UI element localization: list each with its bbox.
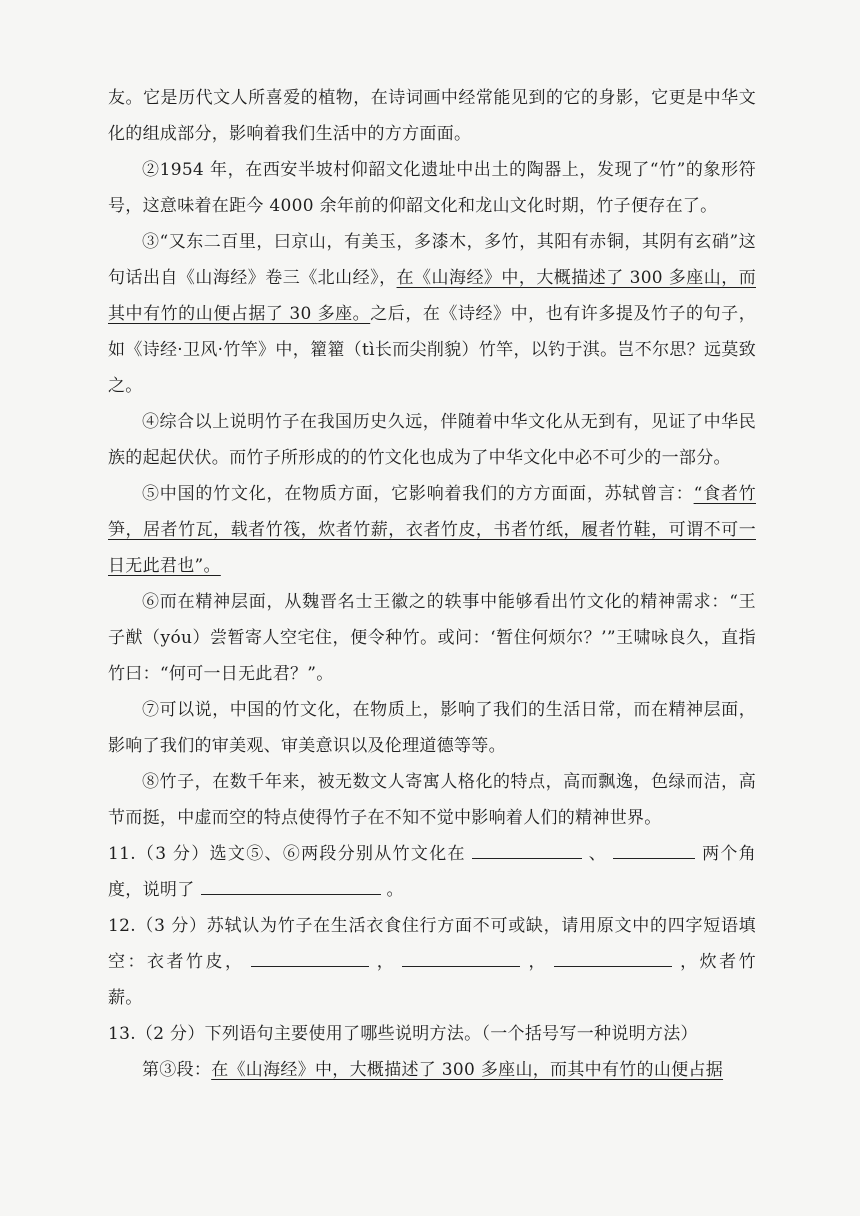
paragraph-3-text-a: ③“又东二百里，曰京山，有美玉，多漆木，多竹，其阳有赤铜，其阴有玄硝”这句话出自《山海经》卷三《北山经》， bbox=[108, 232, 756, 288]
answer-blank-12-3[interactable] bbox=[554, 948, 672, 967]
paragraph-3 bbox=[108, 224, 756, 404]
answer-blank-11-1[interactable] bbox=[472, 840, 582, 859]
paragraph-5-underlined-quote: “食者竹笋，居者竹瓦，载者竹筏，炊者竹薪，衣者竹皮，书者竹纸，履者竹鞋，可谓不可一日无此君也”。 bbox=[108, 484, 756, 576]
question-12-prompt: 12.（3 分）苏轼认为竹子在生活衣食住行方面不可或缺，请用原文中的四字短语填空：衣者竹皮， bbox=[108, 916, 756, 972]
question-13-item-3 bbox=[108, 1052, 756, 1088]
paragraph-3-underlined: 在《山海经》中，大概描述了 300 多座山，而其中有竹的山便占据了 30 多座。 bbox=[108, 268, 756, 324]
paragraph-3-text-b: 之后，在《诗经》中，也有许多提及竹子的句子，如《诗经·卫风·竹竿》中，籊籊（tì长而尖削貌）竹竿，以钓于淇。岂不尔思？远莫致之。 bbox=[108, 304, 756, 396]
question-13-underlined-sentence: 在《山海经》中，大概描述了 300 多座山，而其中有竹的山便占据 bbox=[211, 1060, 724, 1080]
paragraph-4: ④综合以上说明竹子在我国历史久远，伴随着中华文化从无到有，见证了中华民族的起起伏伏。而竹子所形成的的竹文化也成为了中华文化中必不可少的一部分。 bbox=[108, 412, 756, 468]
paragraph-8: ⑧竹子，在数千年来，被无数文人寄寓人格化的特点，高而飘逸，色绿而洁，高节而挺，中虚而空的特点使得竹子在不知不觉中影响着人们的精神世界。 bbox=[108, 772, 756, 828]
question-13-item-label: 第③段： bbox=[142, 1060, 212, 1080]
question-11-prompt-b: 两个角度，说明了 bbox=[108, 844, 756, 900]
paragraph-6: ⑥而在精神层面，从魏晋名士王徽之的轶事中能够看出竹文化的精神需求：“王子猷（yóu）尝暂寄人空宅住，便令种竹。或问：‘暂住何烦尔？’”王啸咏良久，直指竹曰：“何可一日无此君？”。 bbox=[108, 592, 756, 684]
question-11 bbox=[108, 836, 756, 908]
paragraph-7: ⑦可以说，中国的竹文化，在物质上，影响了我们的生活日常，而在精神层面，影响了我们的审美观、审美意识以及伦理道德等等。 bbox=[108, 700, 756, 756]
answer-blank-11-2[interactable] bbox=[613, 840, 695, 859]
question-12-comma-1: ， bbox=[374, 952, 397, 972]
paragraph-5 bbox=[108, 476, 756, 584]
paragraph-5-text: ⑤中国的竹文化，在物质方面，它影响着我们的方方面面，苏轼曾言： bbox=[142, 484, 694, 504]
question-12-comma-2: ， bbox=[526, 952, 548, 972]
question-11-separator: 、 bbox=[587, 844, 608, 864]
question-13: 13.（2 分）下列语句主要使用了哪些说明方法。（一个括号写一种说明方法） bbox=[108, 1024, 698, 1044]
paragraph-1: 友。它是历代文人所喜爱的植物，在诗词画中经常能见到的它的身影，它更是中华文化的组成部分，影响着我们生活中的方方面面。 bbox=[108, 88, 756, 144]
question-12 bbox=[108, 908, 756, 1016]
question-12-end: ，炊者竹薪。 bbox=[108, 952, 756, 1008]
answer-blank-12-1[interactable] bbox=[251, 948, 369, 967]
answer-blank-12-2[interactable] bbox=[402, 948, 520, 967]
question-11-prompt: 11.（3 分）选文⑤、⑥两段分别从竹文化在 bbox=[108, 844, 466, 864]
answer-blank-11-3[interactable] bbox=[201, 876, 381, 895]
passage bbox=[108, 80, 756, 1088]
paragraph-2: ②1954 年，在西安半坡村仰韶文化遗址中出土的陶器上，发现了“竹”的象形符号，这意味着在距今 4000 余年前的仰韶文化和龙山文化时期，竹子便存在了。 bbox=[108, 160, 756, 216]
question-11-end: 。 bbox=[386, 880, 404, 900]
